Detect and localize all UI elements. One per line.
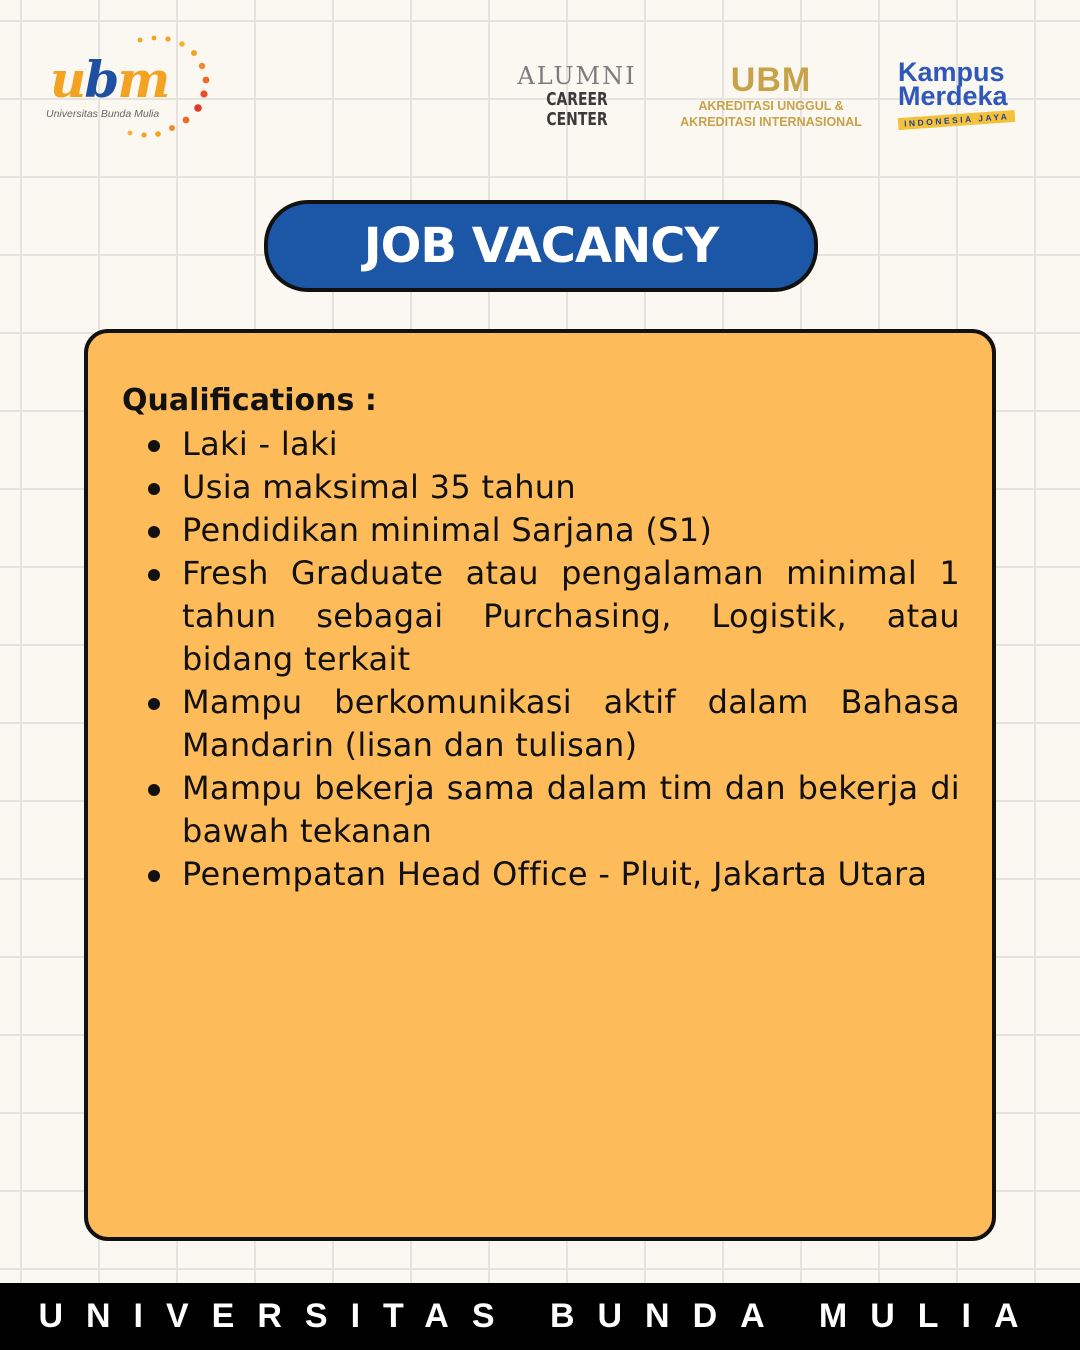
alumni-logo-top: ALUMNI (517, 62, 637, 90)
job-vacancy-banner (264, 200, 818, 292)
ubm-subtitle: Universitas Bunda Mulia (46, 108, 160, 120)
ubm-logo (40, 30, 215, 155)
qualifications-heading: Qualifications : (122, 383, 377, 418)
page-title: JOB VACANCY (363, 218, 719, 274)
merdeka-word: Merdeka (898, 81, 1008, 111)
qualification-item: Usia maksimal 35 tahun (144, 466, 960, 509)
footer-text: UNIVERSITAS BUNDA MULIA (38, 1297, 1042, 1335)
qualification-item: Fresh Graduate atau pengalaman minimal 1 tahun sebagai Purchasing, Logistik, atau bidang terkait (144, 552, 960, 681)
alumni-logo-bottom: CAREER CENTER (546, 89, 608, 130)
qualifications-card (84, 329, 996, 1241)
qualification-item: Mampu berkomunikasi aktif dalam Bahasa Mandarin (lisan dan tulisan) (144, 681, 960, 767)
alumni-career-center-logo (508, 62, 646, 132)
qualification-item: Laki - laki (144, 423, 960, 466)
kampus-merdeka-logo (898, 57, 1040, 140)
footer-bar (0, 1283, 1080, 1350)
kampus-word: Kampus (898, 57, 1005, 87)
qualification-item: Pendidikan minimal Sarjana (S1) (144, 509, 960, 552)
ubm-wordmark: ubm (50, 50, 169, 109)
akreditasi-line-2: AKREDITASI INTERNASIONAL (680, 115, 862, 129)
indonesia-jaya-band: INDONESIA JAYA (898, 110, 1016, 130)
akreditasi-logo (664, 62, 878, 132)
qualification-item: Penempatan Head Office - Pluit, Jakarta Utara (144, 853, 960, 896)
akreditasi-title: UBM (730, 61, 812, 99)
akreditasi-line-1: AKREDITASI UNGGUL & (698, 99, 844, 113)
qualifications-list (144, 423, 960, 896)
qualification-item: Mampu bekerja sama dalam tim dan bekerja di bawah tekanan (144, 767, 960, 853)
